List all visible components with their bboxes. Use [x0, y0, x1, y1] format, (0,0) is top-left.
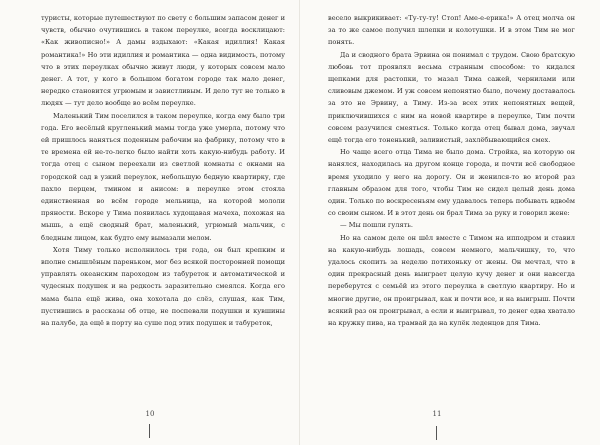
paragraph: Да и сводного брата Эрвина он понимал с трудом. Свою братскую любовь тот проявлял весьма странным способом: то кидался щепками для растопки, то мазал Тима сажей, чернилами или сливовым джемом. И уж совсем непонятно было, почему доставалось за это не Эрвину, а Тиму. Из-за всех этих непонятных вещей, приключившихся с ним на новой квартире в переулке, Тим почти совсем разучился смеяться. Только когда отец бывал дома, звучал ещё тогда его тоненький, заливистый, захлёбывающийся смех.	[328, 50, 575, 145]
paragraph: Хотя Тиму только исполнилось три года, он был крепким и вполне смышлёным пареньком, мог без всякой посторонней помощи управлять океанским пароходом из табуреток и автоматической и чудесных подушек и на редкость заразительно смеялся. Когда его мама была ещё жива, она хохотала до слёз, слушая, как Тим, пустившись в рассказы об отце, не поспевали подушки и кувшины на палубе, да ещё в порту на суше под этих подушек и табуреток,	[41, 245, 285, 328]
paragraph: весело выкрикивает: «Ту-ту-ту! Стоп! Аме-е-ерика!» А отец молча он за то же самое получил шлепки и колотушки. И в этом Тим не мог понять.	[328, 14, 575, 47]
right-page	[300, 0, 600, 445]
page-number: 11	[432, 410, 442, 418]
paragraph: — Мы пошли гулять.	[340, 221, 413, 230]
page-number-rule	[436, 426, 437, 440]
left-page-text	[41, 12, 285, 329]
paragraph: Но чаще всего отца Тима не было дома. Стройка, на которую он нанялся, находилась на другом конце города, и почти всё свободное время уходило у него на дорогу. Он и женился-то во второй раз главным образом для того, чтобы Тим не сидел целый день дома один. Только по воскресеньям ему удавалось теперь побывать вдвоём со своим сыном. И в этот день он брал Тима за руку и говорил жене:	[328, 148, 575, 218]
paragraph: Но на самом деле он шёл вместе с Тимом на ипподром и ставил на какую-нибудь лошадь, совсем немного, мальчишку, то, что удалось скопить за неделю потихоньку от жены. Он мечтал, что в один прекрасный день выиграет целую кучу денег и они навсегда переберутся с семьёй из этого переулка в светлую квартиру. Но и многие другие, он проигрывал, как и почти все, и на выигрыш. Почти всякий раз он проигрывал, а если и выигрывал, то денег едва хватало на кружку пива, на трамвай да на кулёк леденцов для Тима.	[328, 233, 575, 328]
paragraph: Маленький Тим поселился в таком переулке, когда ему было три года. Его весёлый кругленький мамы тогда уже умерла, потому что ей пришлось наняться поденным рабочим на фабрику, потому что в те времена ей не-то-легко было найти хоть какую-нибудь работу. И тогда отец с сыном переехали из светлой комнаты с окнами на городской сад в узкий переулок, небольшую бедную квартирку, где пахло перцем, тмином и анисом: в переулке этом стояла единственная во всём городе мельница, на которой мололи пряности. Вскоре у Тима появилась худощавая мачеха, похожая на мышь, а ещё сводный брат, маленький, угрюмый мальчик, с бледным лицом, как будто ему вымазали мелом.	[41, 111, 285, 242]
right-page-text	[328, 12, 575, 329]
page-number-rule	[149, 424, 150, 438]
page-number: 10	[145, 410, 155, 418]
paragraph: туристы, которые путешествуют по свету с большим запасом денег и чувств, обычно очутившись в таком переулке, всегда восклицают: «Как живописно!» А дамы вздыхают: «Какая идиллия! Какая романтика!» Но эти идиллия и романтика — одна видимость, потому что в этих переулках обычно живут люди, у которых совсем мало денег. А тот, у кого в большом богатом городе так мало денег, нередко становится угрюмым и завистливым. И дело тут не только в людях — тут дело вообще во всём переулке.	[41, 14, 285, 108]
